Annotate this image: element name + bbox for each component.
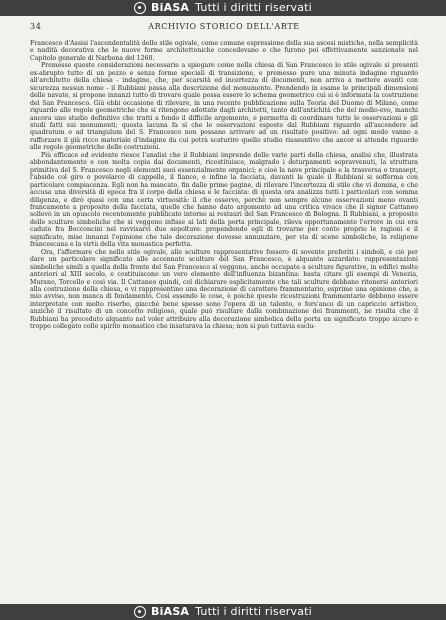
watermark-banner-top — [0, 0, 446, 16]
paragraph: Premesse queste considerazioni necessarie a spiegare come nella chiesa di San Francesco lo stile ogivale si presenti ex-abrupto tutto di un pezzo e senza forme speciali di transizione, e premesso pure una minuta indagine riguardo all'architetto della chiesa - indagine, che, per scarsità ed incertezza di documenti, non arriva a mettere avanti con sicurezza nessun nome - il Rubbiani passa alla descrizione del monumento. Prendendo in esame le principali dimensioni delle navate, si propone innanzi tutto di trovare quale possa essere lo schema geometrico cui si è informata la costruzione del San Francesco. Già ebbi occasione di rilevare, in una recente pubblicazione sulla Teoria del Duomo di Milano, come riguardo alle regole geometriche che si ritengono adottate dagli architetti, tanto dell'antichità che del medio-evo, manchi ancora uno studio definitivo che tratti a fondo il difficile argomento, e permetta di coordinare tutte le osservazioni e gli studi fatti sui monumenti; questa lacuna fa sì che le osservazioni esposte dal Rubbiani riguardo all'ascendere ad quadratum o ad triangulum del S. Francesco non possano arrivare ad un risultato positivo: ad ogni modo vanno a rafforzare il già ricco materiale d'indagine da cui potrà scaturire quello studio riassuntivo che ancor si attende riguardo alle regole geometriche delle costruzioni. — [30, 62, 418, 152]
paragraph: Ora, l'affermare che nello stile ogivale, alle sculture rappresentative fossero di sovente preferiti i simboli, e ciò per dare un particolare significato alle accennate sculture del San Francesco, è alquanto azzardato: rappresentazioni simboliche simili a quella della fronte del San Francesco si veggono, anche occupate a sculture figurative, in edifici molto anteriori al XIII secolo, e costituiscono un vero elemento dell'influenza bizantina: basta citare gli esempi di Venezia, Murano, Torcello e così via. Il Cattaneo quindi, col dichiarare esplicitamente che tali sculture debbano ritenersi anteriori alla costruzione della chiesa, e vi rappresentino una decorazione di carattere frammentario, esprime una opinione che, a mio avviso, non manca di fondamento. Così essendo le cose, è poichè queste ricostruzioni frammentarie debbono essere interpretate con molto riserbo, giacchè bene spesso sono l'opera di un talento, o fors'anco di un capriccio artistico, anzichè il risultato di un concetto religioso, quale può risultare dalla combinazione dei frammenti, ne risulta che il Rubbiani ha preceduto alquanto nel voler attribuire alla decorazione simbolica della porta un significato troppo sicuro e troppo collegato collo spirito monastico che insaturava la chiesa; non si può tuttavia esclu- — [30, 248, 418, 331]
document-body — [30, 40, 418, 331]
paragraph: Più efficace ed evidente riesce l'analisi che il Rubbiani imprende delle varie parti della chiesa, analisi che, illustrata abbondantemente e con molta copia dai documenti, ricostituisce, malgrado i deturpamenti sopravvenuti, la struttura primitiva del S. Francesco negli elementi suoi essenzialmente organici; e cioè la nave principale e la trasversa o transept, l'abside col giro o povelarco di cappelle, il fianco, e infine la facciata, davanti la quale il Rubbiani si sofferma con particolare compiacenza. Egli non ha mancato, fin dalle prime pagine, di rilevare l'incertezza di stile che vi domina, e che accusa una diversità di epoca fra il corpo della chiesa e le facciata: di questa ora analizza tutti i particolari con somma diligenza, e dirò quasi con una certa virtuosità: il che osservo, perchè non sempre alcune osservazioni meno ovanti francamente a proposito della facciata, quelle che hanno dato argomento ad una critica vivace che il signor Cattaneo sollevò in un opuscolo recentemente pubblicato intorno ai restauri del San Francesco di Bologna. Il Rubbiani, a proposito delle sculture simboliche che si veggono infisse ai lati della porta principale, rileva opportunamente l'errore in cui era caduto fra Bocconcini nel ravvisarvi due sepolture: propendendo egli di trovarne per conto proprio le ragioni e il significato, mise innanzi l'opinione che tale decorazione dovesse annunziare, per via di scene simboliche, la religione francescana e la virtù della vita monastica perfetta. — [30, 151, 418, 249]
watermark-banner-bottom — [0, 604, 446, 620]
running-head: ARCHIVIO STORICO DELL'ARTE — [148, 22, 300, 31]
page-header — [30, 22, 418, 34]
watermark-text: Tutti i diritti riservati — [195, 605, 312, 618]
watermark-brand: BiASA — [151, 1, 190, 14]
watermark-brand: BiASA — [151, 605, 190, 618]
paragraph: Francesco d'Assisi l'ascendentalità dello stile ogivale, come comune espressione della sua ascesi mistiche, nella semplicità e nudità decorativa che le nuove forme architettoniche concedevano e che furono poi effettivamente sanzionate nel Capitolo generale di Narbona del 1260. — [30, 40, 418, 62]
page-number: 34 — [30, 22, 42, 31]
biasa-logo-icon — [134, 2, 146, 14]
biasa-logo-icon — [134, 606, 146, 618]
watermark-text: Tutti i diritti riservati — [195, 1, 312, 14]
